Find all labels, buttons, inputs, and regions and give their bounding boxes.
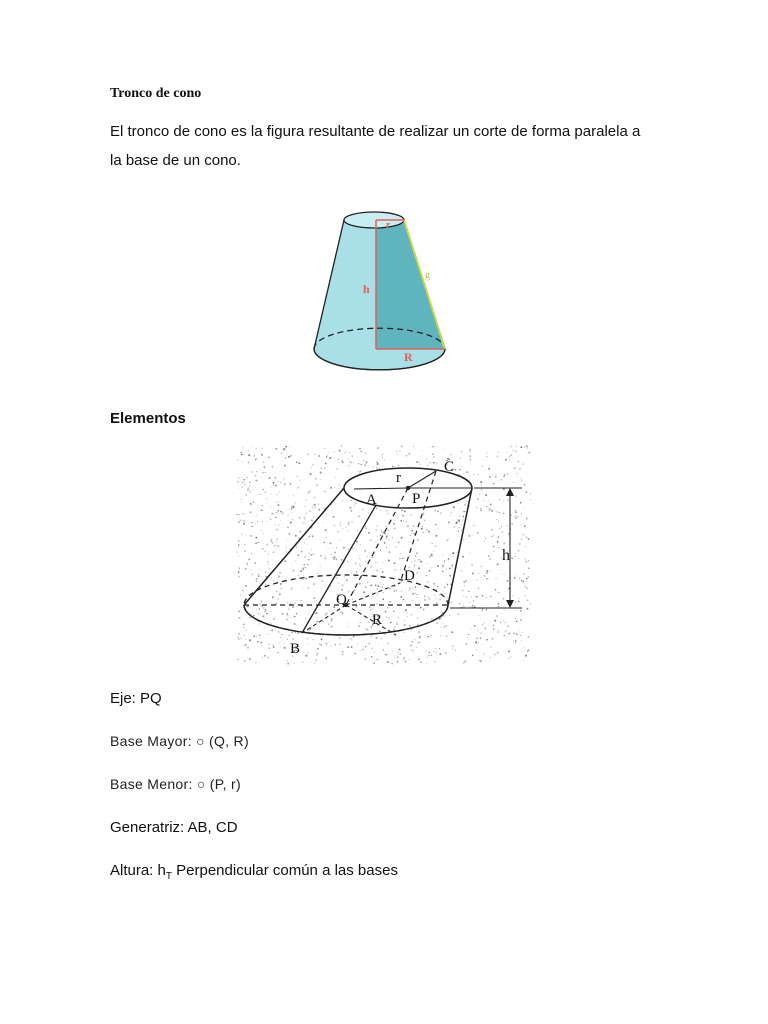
definition-base-menor: Base Menor: ○ (P, r) bbox=[110, 776, 241, 792]
frustum-figure bbox=[306, 206, 456, 374]
page-title: Tronco de cono bbox=[110, 86, 202, 101]
label-R-large: R bbox=[372, 612, 383, 628]
label-h: h bbox=[363, 282, 370, 296]
definition-eje: Eje: PQ bbox=[110, 690, 162, 707]
label-g: g bbox=[425, 270, 430, 281]
label-D: D bbox=[404, 568, 415, 584]
intro-line: El tronco de cono es la figura resultante de realizar un corte de forma paralela a bbox=[110, 123, 641, 140]
label-r: r bbox=[386, 220, 391, 231]
label-r-small: r bbox=[396, 470, 401, 486]
label-C: C bbox=[444, 459, 455, 475]
label-Q: Q bbox=[336, 592, 347, 608]
label-h-height: h bbox=[502, 547, 510, 564]
definition-generatriz: Generatriz: AB, CD bbox=[110, 819, 238, 836]
oblique-frustum-figure bbox=[236, 445, 532, 665]
intro-paragraph bbox=[110, 117, 670, 175]
section-title: Elementos bbox=[110, 410, 186, 427]
label-R: R bbox=[404, 350, 413, 364]
label-P: P bbox=[412, 491, 421, 507]
altura-subscript: T bbox=[165, 871, 172, 882]
definition-base-mayor: Base Mayor: ○ (Q, R) bbox=[110, 733, 249, 749]
label-B: B bbox=[290, 641, 301, 657]
label-A: A bbox=[366, 492, 377, 508]
altura-label: Altura: h bbox=[110, 862, 166, 879]
intro-line: la base de un cono. bbox=[110, 152, 241, 169]
altura-description: Perpendicular común a las bases bbox=[171, 862, 398, 879]
definition-altura bbox=[110, 862, 398, 882]
